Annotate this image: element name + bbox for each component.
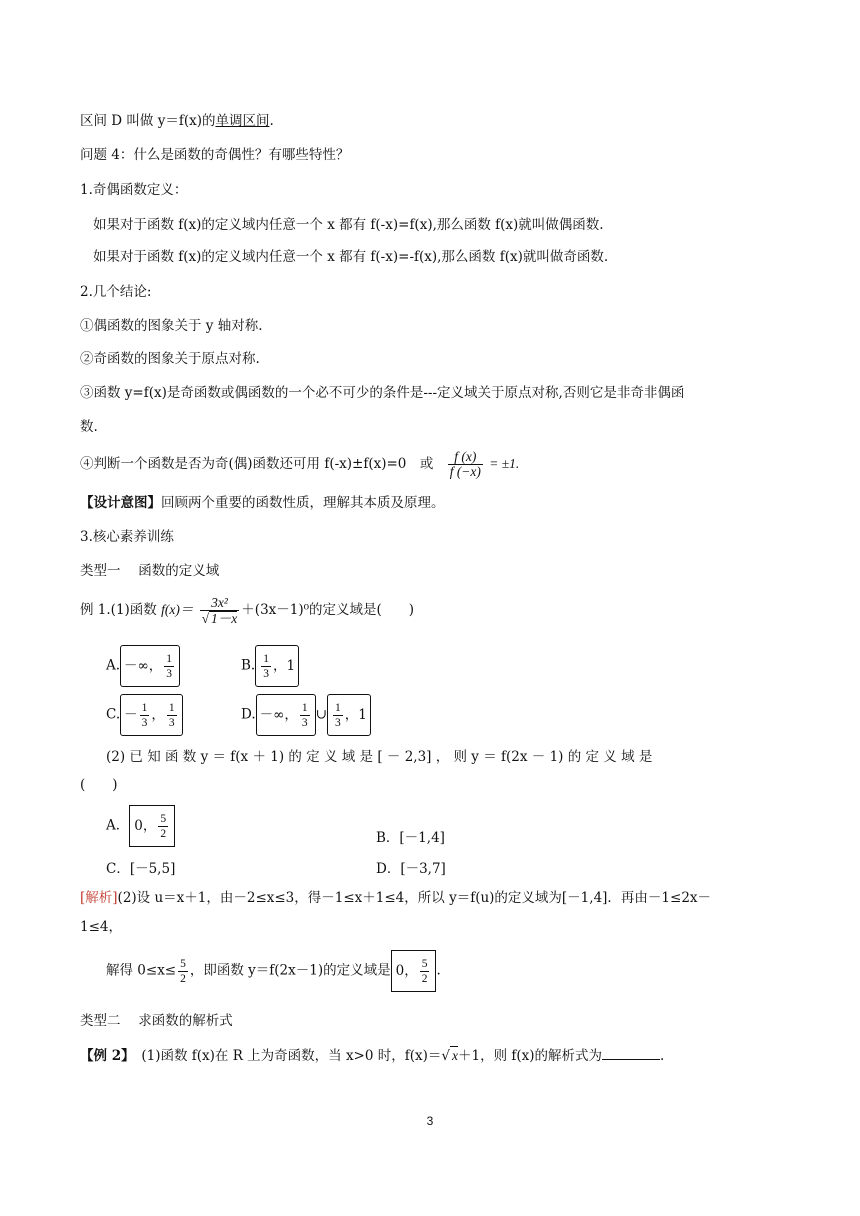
page-number: 3 <box>426 1114 434 1128</box>
text: －∞， <box>124 658 163 674</box>
text: ＋1，则 f(x)的解析式为 <box>458 1048 603 1064</box>
solution-line-1 <box>80 889 711 907</box>
question-4: 问题 4：什么是函数的奇偶性？有哪些特性？ <box>80 147 350 163</box>
heading-core-training: 3.核心素养训练 <box>80 529 174 545</box>
fraction <box>261 652 271 681</box>
denominator: 2 <box>421 973 428 985</box>
text: ，即函数 y＝f(2x－1)的定义域是 <box>189 962 391 979</box>
denominator: 3 <box>301 717 308 729</box>
fraction <box>164 652 174 681</box>
denominator <box>200 611 240 626</box>
interval <box>256 694 316 736</box>
fraction <box>178 957 188 986</box>
denominator: 2 <box>160 828 167 840</box>
solution-line-2: 1≤4， <box>80 919 122 935</box>
numerator: 5 <box>180 957 186 970</box>
interval <box>391 950 437 992</box>
odd-function-definition: 如果对于函数 f(x)的定义域内任意一个 x 都有 f(-x)=-f(x),那么函数 f(x)就叫做奇函数. <box>93 249 609 265</box>
interval: $\frac{1}{3}$ ，1 <box>255 645 299 687</box>
example-1-question-2: (2) 已 知 函 数 y ＝ f(x ＋ 1) 的 定 义 域 是 [ － 2,3] ， 则 y ＝ f(2x － 1) 的 定 义 域 是 <box>106 749 653 765</box>
text: 解得 0≤x≤ <box>106 962 177 979</box>
text: 0， <box>134 818 157 834</box>
option-d-1 <box>241 694 371 736</box>
fraction <box>333 701 343 730</box>
option-b-1 <box>241 645 299 687</box>
option-b-2: B．[－1,4] <box>376 830 445 846</box>
text: ④判断一个函数是否为奇(偶)函数还可用 f(-x)±f(x)=0 或 <box>80 456 434 472</box>
conclusion-3: ③函数 y=f(x)是奇函数或偶函数的一个必不可少的条件是---定义域关于原点对称,否则它是非奇非偶函 <box>80 385 685 401</box>
denominator: 3 <box>263 668 269 680</box>
numerator: f (x) <box>448 450 483 465</box>
option-label: A． <box>106 817 130 834</box>
even-function-definition: 如果对于函数 f(x)的定义域内任意一个 x 都有 f(-x)=f(x),那么函数 f(x)就叫做偶函数. <box>93 217 604 233</box>
text: 回顾两个重要的函数性质，理解其本质及原理。 <box>161 495 445 511</box>
underlined-term: 单调区间 <box>215 113 270 129</box>
numerator: 1 <box>141 702 148 714</box>
interval <box>120 645 180 687</box>
option-c-2: C．[－5,5] <box>106 861 176 877</box>
denominator: f (−x) <box>449 464 481 479</box>
line-monotonic-interval <box>80 112 274 130</box>
example-2-tag: 【例 2】 <box>80 1048 128 1064</box>
solution-line-3 <box>106 950 441 992</box>
numerator: 1 <box>263 653 269 665</box>
fraction <box>420 957 430 986</box>
numerator: 5 <box>421 958 428 970</box>
conclusion-3-cont: 数. <box>80 419 98 435</box>
text: (1)函数 f(x)在 R 上为奇函数，当 x>0 时，f(x)＝ <box>127 1048 442 1064</box>
numerator: 1 <box>168 702 175 714</box>
sqrt-icon: √ <box>441 1048 450 1064</box>
numerator: 1 <box>334 702 341 714</box>
function-label: f(x)＝ <box>161 602 194 617</box>
example-1-question-1 <box>80 592 414 628</box>
fraction <box>158 812 168 841</box>
interval: $\frac{1}{3}$ ，1 <box>327 694 371 736</box>
option-label: D. <box>241 706 256 723</box>
numerator: 5 <box>160 813 167 825</box>
solution-tag: [解析] <box>80 890 118 906</box>
denominator: 2 <box>180 972 186 985</box>
union-symbol: ∪ <box>315 706 327 723</box>
type-2-heading: 类型二 求函数的解析式 <box>80 1013 233 1029</box>
denominator: 3 <box>166 668 173 680</box>
fraction <box>140 701 150 730</box>
option-a-1 <box>106 645 180 687</box>
example-1-question-2-paren: ( ) <box>80 777 118 793</box>
text: . <box>436 962 441 979</box>
radicand: x <box>452 1048 458 1063</box>
text: －∞， <box>259 707 298 723</box>
option-label: A. <box>106 657 121 674</box>
heading-conclusions: 2.几个结论: <box>80 284 152 300</box>
answer-blank <box>602 1047 660 1060</box>
option-label: C. <box>106 706 121 723</box>
denominator: 3 <box>334 717 341 729</box>
text: (2)设 u＝x＋1，由－2≤x≤3，得－1≤x＋1≤4，所以 y＝f(u)的定义域为[－1,4]．再由－1≤2x－ <box>117 890 712 906</box>
heading-odd-even-definition: 1.奇偶函数定义： <box>80 182 188 198</box>
text: 区间 D 叫做 y＝f(x)的 <box>80 113 216 129</box>
option-label: B. <box>241 657 256 674</box>
ratio-fraction <box>448 450 483 479</box>
numerator: 3x² <box>200 596 240 611</box>
denominator: 3 <box>141 717 148 729</box>
text: 1 <box>358 707 367 723</box>
text: 例 1.(1)函数 <box>80 602 162 618</box>
option-c-1 <box>106 694 183 736</box>
interval <box>129 805 175 847</box>
text: ＋(3x－1)⁰的定义域是( ) <box>241 602 415 618</box>
option-d-2: D．[－3,7] <box>376 861 446 877</box>
conclusion-4 <box>80 447 519 481</box>
numerator: 1 <box>301 702 308 714</box>
conclusion-2: ②奇函数的图象关于原点对称. <box>80 351 260 367</box>
design-intent <box>80 494 445 512</box>
conclusion-1: ①偶函数的图象关于 y 轴对称. <box>80 318 263 334</box>
denominator: 3 <box>168 717 175 729</box>
example-2 <box>80 1046 664 1065</box>
text: － <box>124 707 138 723</box>
numerator: 1 <box>166 653 173 665</box>
text: 0， <box>395 963 418 979</box>
text: . <box>660 1048 665 1064</box>
text: 1 <box>286 658 296 674</box>
fraction <box>167 701 177 730</box>
fraction <box>300 701 310 730</box>
option-a-2 <box>106 805 175 847</box>
interval: － $\frac{1}{3}$ ， $\frac{1}{3}$ <box>120 694 183 736</box>
radicand: 1－x <box>211 610 238 626</box>
sqrt-icon: √ <box>201 610 210 626</box>
text: . <box>269 113 274 129</box>
design-intent-tag: 【设计意图】 <box>80 495 161 511</box>
text: = ±1. <box>489 456 520 471</box>
example-1-fraction <box>200 596 240 626</box>
type-1-heading: 类型一 函数的定义域 <box>80 563 220 579</box>
